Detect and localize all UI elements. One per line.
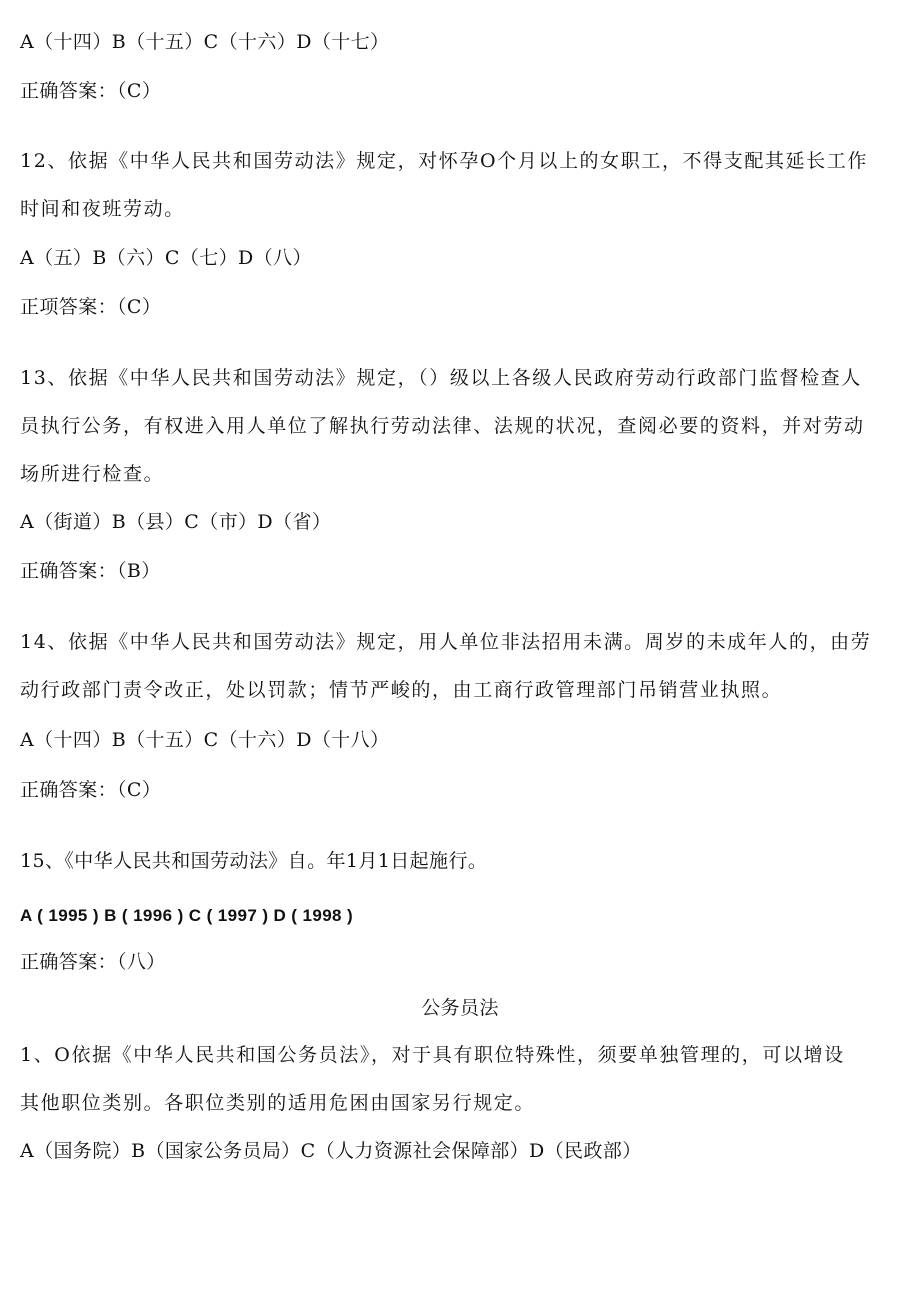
q13-options: A（街道）B（县）C（市）D（省） — [20, 511, 332, 533]
q14-text-line2: 动行政部门责令改正，处以罚款；情节严峻的，由工商行政管理部门吊销营业执照。 — [20, 679, 783, 701]
q13-text-line1: 13、依据《中华人民共和国劳动法》规定，（）级以上各级人民政府劳动行政部门监督检查人 — [20, 367, 862, 389]
section-title: 公务员法 — [421, 997, 499, 1019]
q13-answer: 正确答案：（B） — [20, 560, 161, 582]
q11-answer: 正确答案：（C） — [20, 80, 162, 102]
q15-text: 15、《中华人民共和国劳动法》自。年1月1日起施行。 — [20, 850, 488, 872]
q11-options: A（十四）B（十五）C（十六）D（十七） — [20, 31, 390, 53]
q13-text-line2: 员执行公务，有权进入用人单位了解执行劳动法律、法规的状况，查阅必要的资料，并对劳动 — [20, 415, 865, 437]
q13-text-line3: 场所进行检查。 — [20, 463, 165, 485]
q12-options: A（五）B（六）C（七）D（八） — [20, 247, 312, 269]
q12-text-line2: 时间和夜班劳动。 — [20, 198, 185, 220]
civil-q1-text-line2: 其他职位类别。各职位类别的适用危困由国家另行规定。 — [20, 1092, 536, 1114]
civil-q1-options: A（国务院）B（国家公务员局）C（人力资源社会保障部）D（民政部） — [20, 1140, 642, 1162]
q15-options: A ( 1995 ) B ( 1996 ) C ( 1997 ) D ( 1998 ) — [20, 906, 354, 925]
q14-options: A（十四）B（十五）C（十六）D（十八） — [20, 729, 390, 751]
q14-answer: 正确答案：（C） — [20, 779, 162, 801]
q14-text-line1: 14、依据《中华人民共和国劳动法》规定，用人单位非法招用未满。周岁的未成年人的，由劳 — [20, 631, 872, 653]
q12-text-line1: 12、依据《中华人民共和国劳动法》规定，对怀孕O个月以上的女职工，不得支配其延长工作 — [20, 150, 868, 172]
q15-answer: 正确答案：（八） — [20, 951, 166, 973]
q12-answer: 正项答案：（C） — [20, 296, 162, 318]
civil-q1-text-line1: 1、O依据《中华人民共和国公务员法》，对于具有职位特殊性，须要单独管理的，可以增设 — [20, 1044, 845, 1066]
